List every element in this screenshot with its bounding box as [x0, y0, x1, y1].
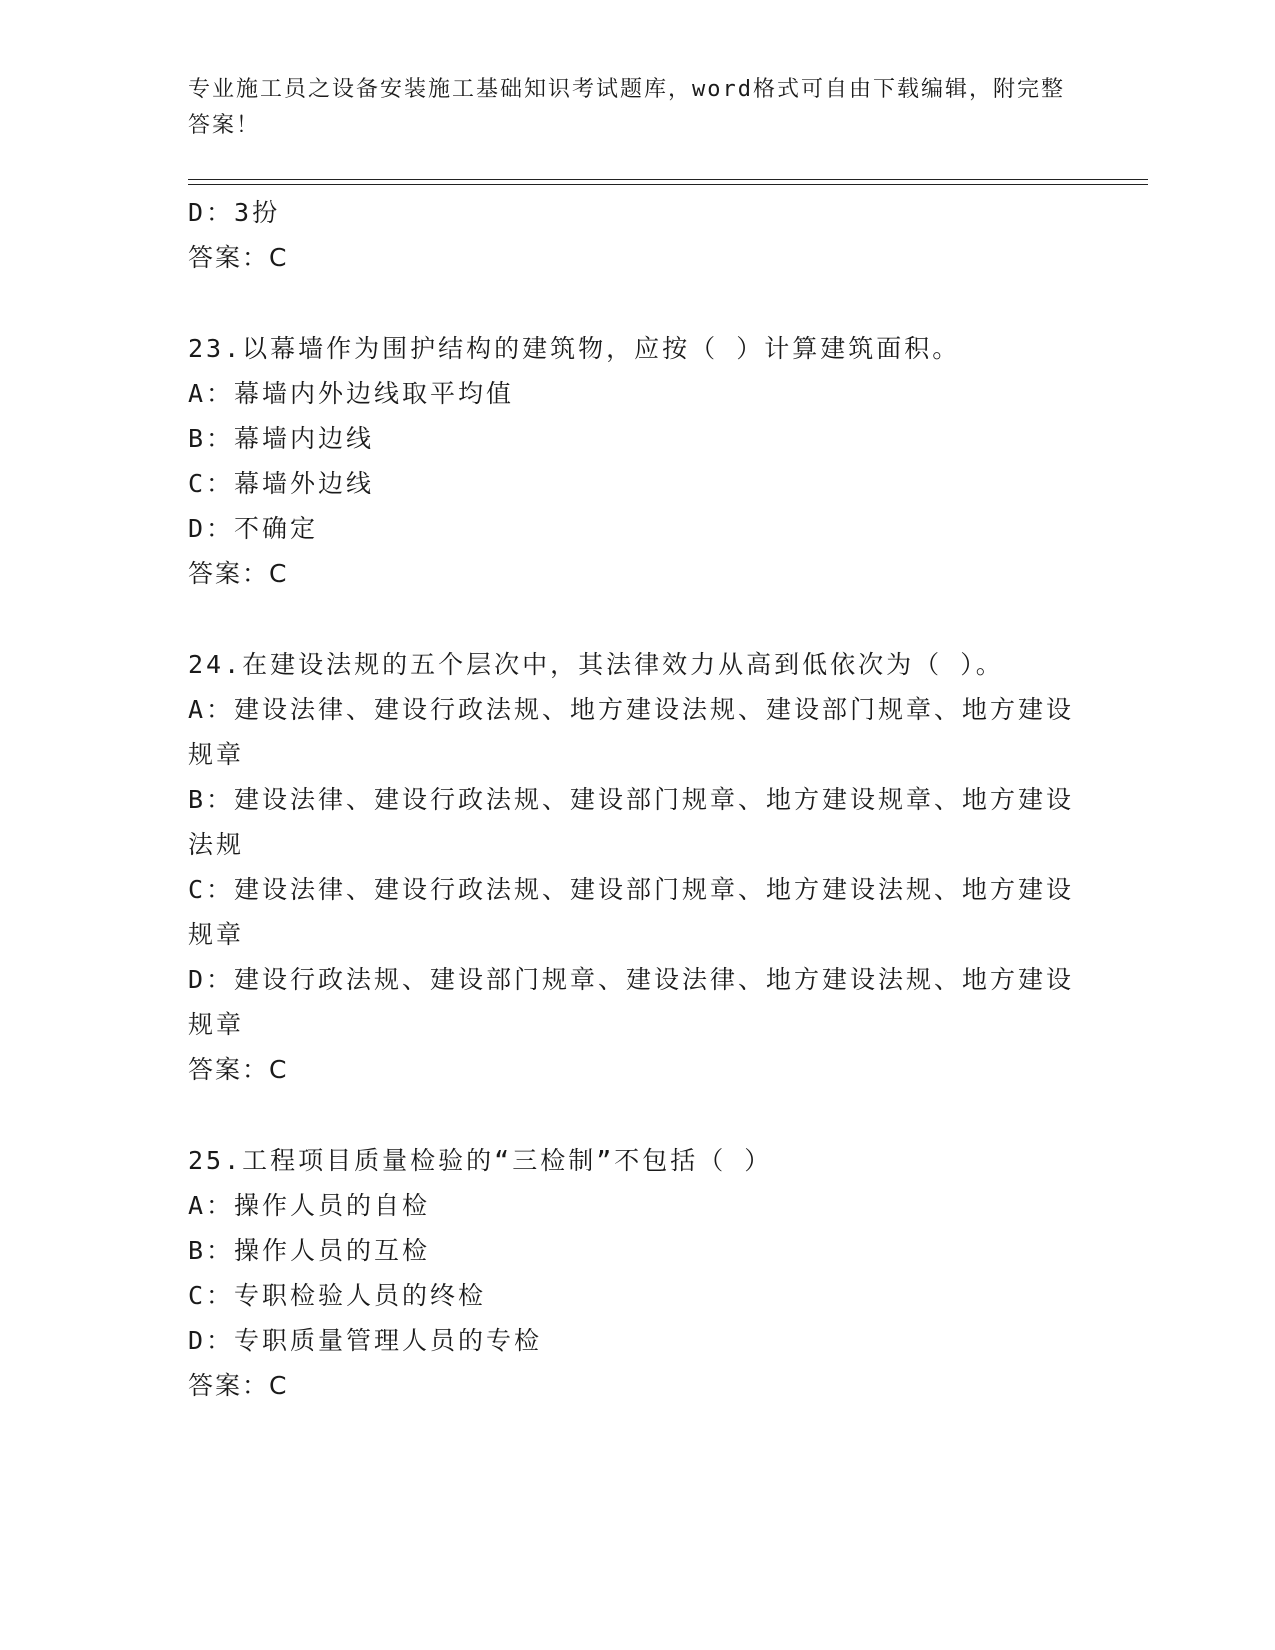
option-a: A：建设法律、建设行政法规、地方建设法规、建设部门规章、地方建设规章 — [188, 695, 1075, 769]
answer-line: 答案：C — [188, 1371, 289, 1400]
option-d: D：3扮 — [188, 198, 281, 227]
answer-line: 答案：C — [188, 243, 289, 272]
option-d: D：专职质量管理人员的专检 — [188, 1326, 543, 1355]
option-c: C：建设法律、建设行政法规、建设部门规章、地方建设法规、地方建设规章 — [188, 875, 1075, 949]
document-body — [188, 190, 1088, 1409]
answer-line: 答案：C — [188, 559, 289, 588]
option-d: D：不确定 — [188, 514, 319, 543]
header-rule-top — [188, 179, 1148, 180]
spacer — [188, 597, 1088, 642]
question-stem: 25.工程项目质量检验的“三检制”不包括（ ） — [188, 1146, 773, 1175]
answer-line: 答案：C — [188, 1055, 289, 1084]
option-c: C：幕墙外边线 — [188, 469, 375, 498]
spacer — [188, 1093, 1088, 1138]
option-c: C：专职检验人员的终检 — [188, 1281, 487, 1310]
option-a: A：操作人员的自检 — [188, 1191, 431, 1220]
option-d: D：建设行政法规、建设部门规章、建设法律、地方建设法规、地方建设规章 — [188, 965, 1075, 1039]
question-stem: 24.在建设法规的五个层次中，其法律效力从高到低依次为（ ）。 — [188, 650, 1004, 679]
spacer — [188, 281, 1088, 326]
question-stem: 23.以幕墙作为围护结构的建筑物，应按（ ）计算建筑面积。 — [188, 334, 961, 363]
document-header: 专业施工员之设备安装施工基础知识考试题库，word格式可自由下载编辑，附完整答案！ — [188, 77, 1065, 138]
option-b: B：操作人员的互检 — [188, 1236, 431, 1265]
option-b: B：幕墙内边线 — [188, 424, 375, 453]
option-a: A：幕墙内外边线取平均值 — [188, 379, 515, 408]
option-b: B：建设法律、建设行政法规、建设部门规章、地方建设规章、地方建设法规 — [188, 785, 1075, 859]
header-rule-bottom — [188, 184, 1148, 185]
